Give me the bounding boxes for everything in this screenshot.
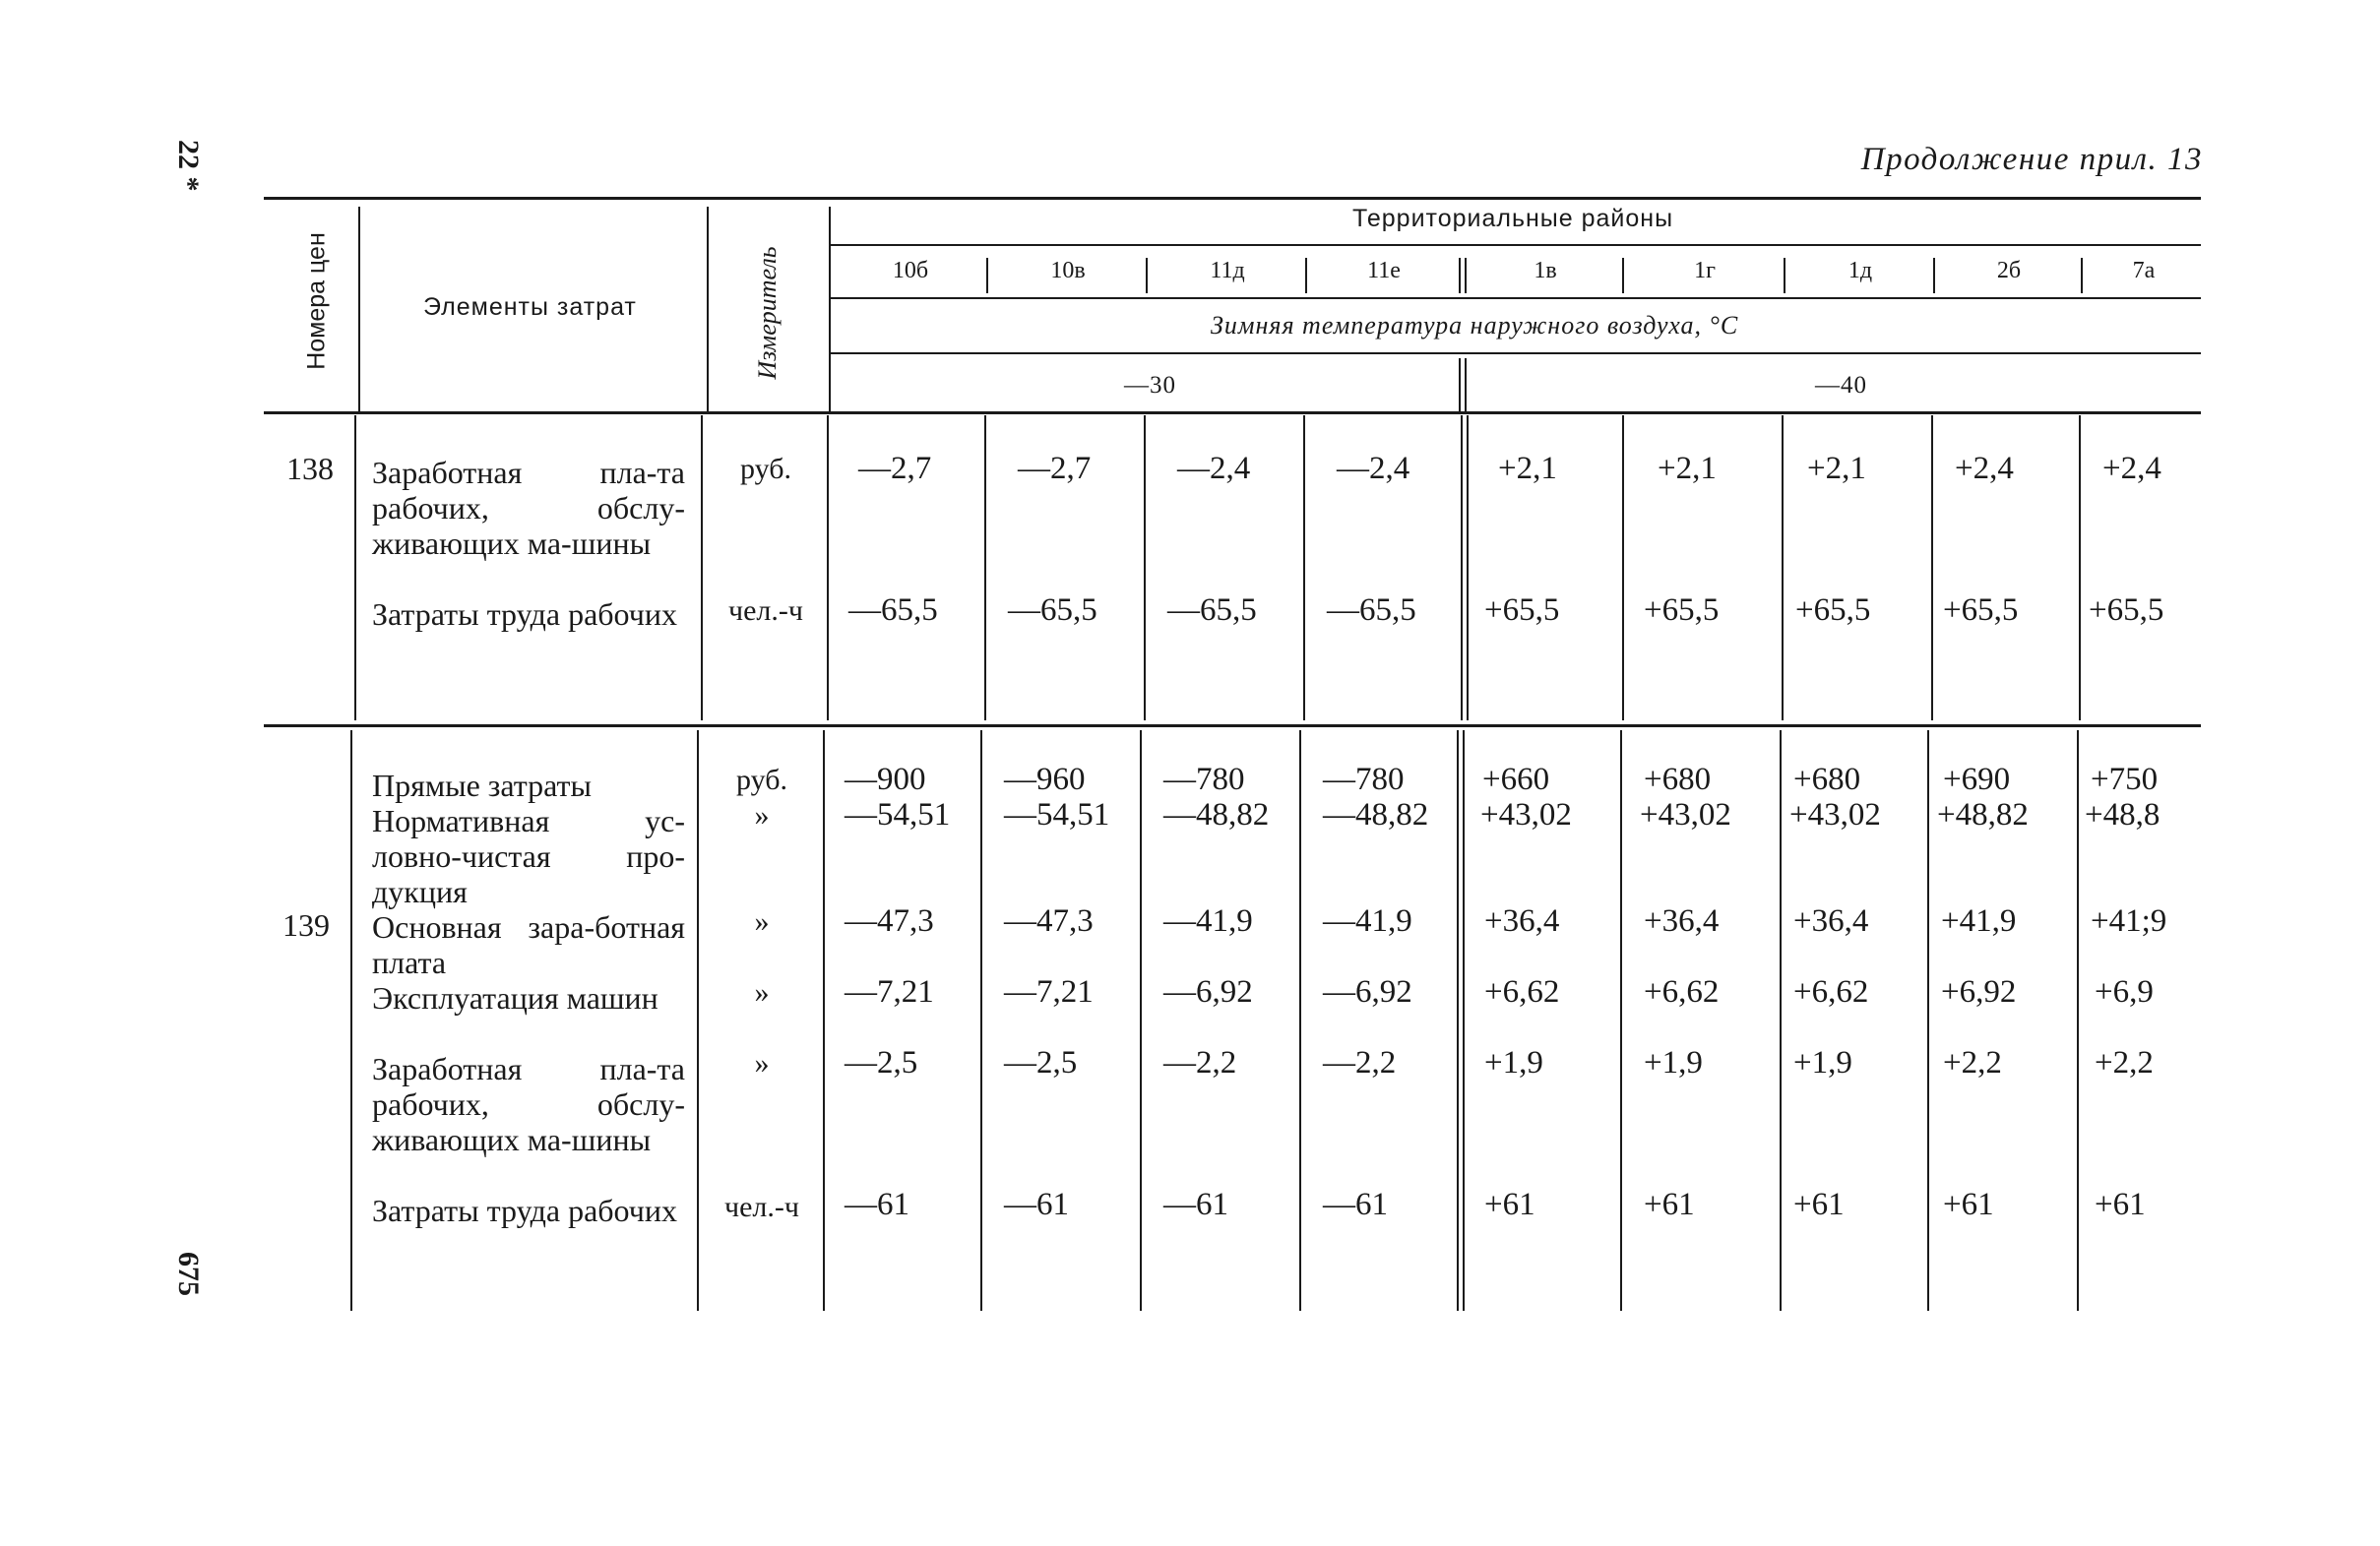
body-vline: [1144, 415, 1146, 720]
value-cell: —960: [1004, 762, 1086, 797]
value-cell: —7,21: [845, 974, 934, 1010]
region-header: 10в: [1050, 258, 1086, 283]
value-cell: +2,1: [1498, 451, 1557, 486]
unit-label: »: [754, 799, 770, 832]
value-cell: +2,1: [1807, 451, 1866, 486]
element-label: Эксплуатация машин: [372, 980, 658, 1016]
element-label: Нормативная ус-ловно-чистая про-дукция: [372, 803, 685, 909]
body-vline: [1140, 730, 1142, 1311]
value-cell: +2,2: [1943, 1045, 2002, 1081]
body-vline: [984, 415, 986, 720]
value-cell: +41,9: [1941, 903, 2017, 939]
value-cell: —2,7: [1018, 451, 1092, 486]
unit-label: »: [754, 1047, 770, 1080]
value-cell: +65,5: [1795, 592, 1871, 628]
header-line-territorial: [829, 244, 2201, 246]
header-temp-minus40: —40: [1815, 372, 1867, 399]
price-number: 139: [282, 907, 330, 943]
value-cell: +2,4: [2102, 451, 2161, 486]
body-vline: [1463, 730, 1465, 1311]
header-line-regions: [829, 297, 2201, 299]
body-vline: [1780, 730, 1782, 1311]
value-cell: —48,82: [1323, 797, 1429, 833]
body-vline: [350, 730, 352, 1311]
value-cell: —780: [1323, 762, 1405, 797]
header-line-temperature: [829, 352, 2201, 354]
unit-label: руб.: [736, 764, 787, 796]
body-vline: [1461, 415, 1463, 720]
value-cell: +61: [1484, 1187, 1535, 1222]
value-cell: +680: [1644, 762, 1712, 797]
region-sep: [2081, 258, 2083, 293]
header-elements: Элементы затрат: [423, 293, 637, 321]
body-vline: [1622, 415, 1624, 720]
margin-page-marker: 22 *: [172, 140, 205, 192]
value-cell: —2,5: [845, 1045, 918, 1081]
row-divider-rule: [264, 724, 2201, 727]
value-cell: +2,4: [1955, 451, 2014, 486]
temp-group-sep: [1459, 358, 1461, 411]
region-sep: [1146, 258, 1148, 293]
header-vline-2: [707, 207, 709, 411]
region-header: 2б: [1996, 258, 2022, 283]
table-top-rule: [264, 197, 2201, 200]
value-cell: —48,82: [1163, 797, 1270, 833]
value-cell: —2,7: [858, 451, 932, 486]
value-cell: +2,2: [2095, 1045, 2154, 1081]
element-label: Прямые затраты: [372, 768, 593, 803]
element-label: Основная зара-ботная плата: [372, 909, 685, 980]
header-vline-1: [358, 207, 360, 411]
body-vline: [2079, 415, 2081, 720]
value-cell: —47,3: [845, 903, 934, 939]
value-cell: —61: [1004, 1187, 1069, 1222]
value-cell: +61: [1644, 1187, 1695, 1222]
value-cell: —2,5: [1004, 1045, 1078, 1081]
value-cell: +65,5: [1484, 592, 1560, 628]
margin-page-number: 675: [172, 1252, 205, 1296]
body-vline: [354, 415, 356, 720]
value-cell: +660: [1482, 762, 1550, 797]
region-sep: [1933, 258, 1935, 293]
region-sep: [1622, 258, 1624, 293]
body-vline: [1467, 415, 1469, 720]
unit-label: »: [754, 976, 770, 1009]
value-cell: +61: [1943, 1187, 1994, 1222]
value-cell: —65,5: [848, 592, 938, 628]
price-number: 138: [286, 451, 334, 486]
value-cell: +1,9: [1484, 1045, 1543, 1081]
value-cell: +36,4: [1793, 903, 1869, 939]
value-cell: +690: [1943, 762, 2011, 797]
value-cell: +6,9: [2095, 974, 2154, 1010]
value-cell: —900: [845, 762, 926, 797]
temp-group-sep: [1465, 358, 1467, 411]
value-cell: +65,5: [1644, 592, 1720, 628]
header-territorial: Территориальные районы: [1352, 205, 1674, 232]
region-header: 7а: [2132, 258, 2156, 283]
region-sep: [1465, 258, 1467, 293]
value-cell: +61: [1793, 1187, 1845, 1222]
value-cell: +43,02: [1789, 797, 1881, 833]
value-cell: —61: [845, 1187, 909, 1222]
value-cell: +48,82: [1937, 797, 2029, 833]
region-header: 1д: [1848, 258, 1873, 283]
value-cell: —61: [1323, 1187, 1388, 1222]
body-vline: [1620, 730, 1622, 1311]
value-cell: —41,9: [1163, 903, 1253, 939]
value-cell: +41;9: [2091, 903, 2167, 939]
body-vline: [823, 730, 825, 1311]
value-cell: +65,5: [2089, 592, 2164, 628]
value-cell: —65,5: [1327, 592, 1416, 628]
body-vline: [1303, 415, 1305, 720]
value-cell: +6,62: [1793, 974, 1869, 1010]
unit-label: чел.-ч: [728, 594, 803, 627]
value-cell: —65,5: [1167, 592, 1257, 628]
value-cell: +48,8: [2085, 797, 2161, 833]
value-cell: +6,92: [1941, 974, 2017, 1010]
value-cell: —54,51: [1004, 797, 1110, 833]
value-cell: +1,9: [1644, 1045, 1703, 1081]
value-cell: —2,2: [1163, 1045, 1237, 1081]
value-cell: +1,9: [1793, 1045, 1852, 1081]
body-vline: [1927, 730, 1929, 1311]
header-temp-minus30: —30: [1124, 372, 1176, 399]
body-vline: [1931, 415, 1933, 720]
header-unit: Измеритель: [753, 246, 782, 380]
unit-label: »: [754, 905, 770, 938]
region-header: 1в: [1534, 258, 1557, 283]
region-sep: [1305, 258, 1307, 293]
value-cell: —41,9: [1323, 903, 1412, 939]
element-label: Заработная пла-та рабочих, обслу-живающих ма-шины: [372, 455, 685, 561]
body-vline: [697, 730, 699, 1311]
value-cell: +2,1: [1658, 451, 1717, 486]
value-cell: —65,5: [1008, 592, 1097, 628]
unit-label: чел.-ч: [724, 1191, 799, 1223]
body-vline: [1457, 730, 1459, 1311]
value-cell: —7,21: [1004, 974, 1094, 1010]
region-header: 10б: [892, 258, 929, 283]
value-cell: —780: [1163, 762, 1245, 797]
element-label: Затраты труда рабочих: [372, 596, 677, 632]
header-winter-temp: Зимняя температура наружного воздуха, °С: [1211, 311, 1739, 340]
body-vline: [2077, 730, 2079, 1311]
value-cell: —6,92: [1323, 974, 1412, 1010]
header-vline-3: [829, 207, 831, 411]
value-cell: +36,4: [1644, 903, 1720, 939]
continuation-heading: Продолжение прил. 13: [1860, 142, 2203, 177]
body-vline: [1299, 730, 1301, 1311]
value-cell: —47,3: [1004, 903, 1094, 939]
value-cell: —6,92: [1163, 974, 1253, 1010]
header-price-no: Номера цен: [302, 232, 331, 370]
value-cell: —2,4: [1177, 451, 1251, 486]
value-cell: +6,62: [1484, 974, 1560, 1010]
value-cell: +65,5: [1943, 592, 2019, 628]
value-cell: —61: [1163, 1187, 1228, 1222]
body-vline: [827, 415, 829, 720]
value-cell: +6,62: [1644, 974, 1720, 1010]
region-header: 1г: [1694, 258, 1716, 283]
value-cell: +680: [1793, 762, 1861, 797]
value-cell: +43,02: [1640, 797, 1731, 833]
element-label: Затраты труда рабочих: [372, 1193, 677, 1228]
body-vline: [980, 730, 982, 1311]
value-cell: —2,4: [1337, 451, 1410, 486]
unit-label: руб.: [740, 453, 791, 485]
value-cell: +36,4: [1484, 903, 1560, 939]
value-cell: —2,2: [1323, 1045, 1397, 1081]
region-sep: [986, 258, 988, 293]
region-header: 11д: [1210, 258, 1245, 283]
region-sep: [1784, 258, 1785, 293]
body-vline: [1782, 415, 1784, 720]
value-cell: +750: [2091, 762, 2159, 797]
body-vline: [701, 415, 703, 720]
region-header: 11е: [1367, 258, 1401, 283]
value-cell: +61: [2095, 1187, 2146, 1222]
region-sep: [1459, 258, 1461, 293]
value-cell: +43,02: [1480, 797, 1572, 833]
element-label: Заработная пла-та рабочих, обслу-живающих ма-шины: [372, 1051, 685, 1157]
value-cell: —54,51: [845, 797, 951, 833]
header-bottom-rule: [264, 411, 2201, 414]
